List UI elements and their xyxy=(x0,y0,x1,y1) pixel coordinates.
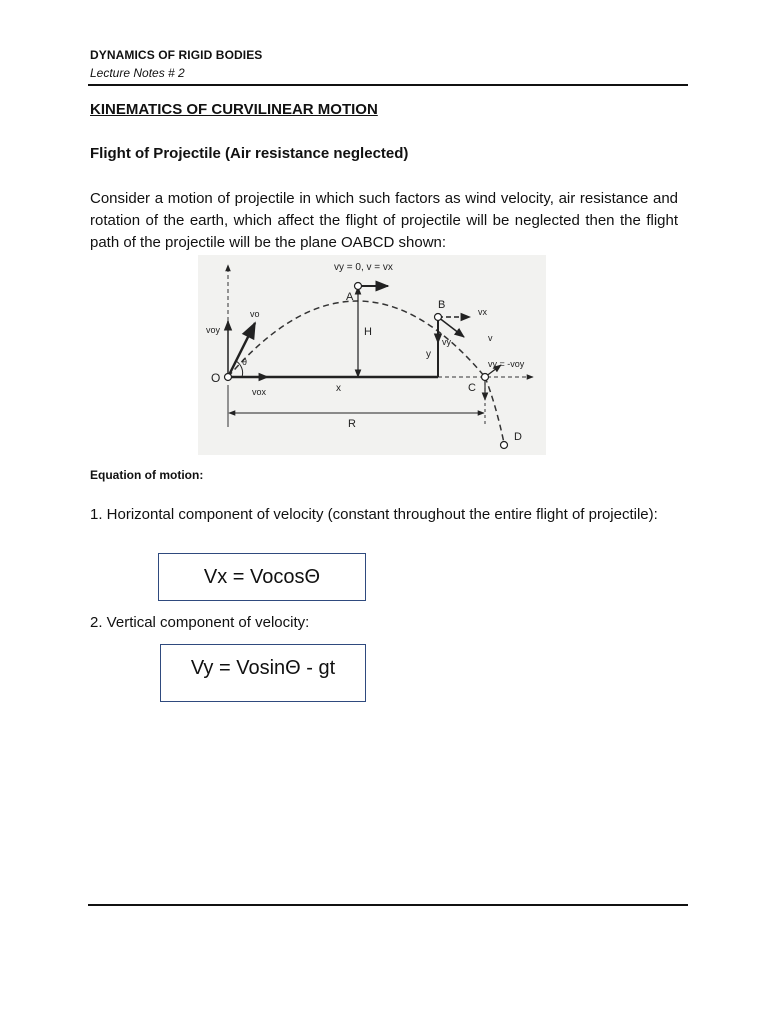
label-O: O xyxy=(211,371,221,385)
vo-vector xyxy=(228,323,255,377)
label-top: vy = 0, v = vx xyxy=(334,262,393,273)
point-O xyxy=(225,374,232,381)
subsection-title: Flight of Projectile (Air resistance neglected) xyxy=(90,145,409,162)
label-at-C: vy = -voy xyxy=(488,359,525,369)
header-divider xyxy=(88,84,688,86)
formula-box-vx xyxy=(158,553,366,601)
footer-divider xyxy=(88,904,688,906)
point-A xyxy=(355,283,362,290)
v-at-B-vector xyxy=(438,317,464,337)
point-D xyxy=(501,442,508,449)
label-vy-at-B: vy xyxy=(442,337,451,347)
label-A: A xyxy=(346,291,354,303)
label-R: R xyxy=(348,418,356,430)
formula-vy: Vy = VosinΘ - gt xyxy=(190,656,336,679)
item-vertical-velocity: 2. Vertical component of velocity: xyxy=(90,614,310,631)
label-x: x xyxy=(336,383,341,394)
label-vx-at-B: vx xyxy=(478,307,487,317)
label-voy: voy xyxy=(206,325,221,335)
item-horizontal-velocity: 1. Horizontal component of velocity (constant throughout the entire flight of projectile): xyxy=(90,506,658,523)
intro-paragraph: Consider a motion of projectile in which such factors as wind velocity, air resistance and rotation of the earth, which affect the flight of projectile will be neglected then the flight path of the projectile will be the plane OABCD shown: xyxy=(90,190,678,251)
label-C: C xyxy=(468,382,476,394)
header-course-title: DYNAMICS OF RIGID BODIES xyxy=(90,48,263,62)
formula-vx: Vx = VocosΘ xyxy=(203,565,321,588)
equation-heading: Equation of motion: xyxy=(90,468,204,482)
label-D: D xyxy=(514,431,522,443)
label-H: H xyxy=(364,326,372,338)
label-B: B xyxy=(438,299,446,311)
label-vox: vox xyxy=(252,387,267,397)
label-theta: θ xyxy=(242,357,248,367)
header-lecture-notes: Lecture Notes # 2 xyxy=(90,66,185,80)
section-title: KINEMATICS OF CURVILINEAR MOTION xyxy=(90,101,378,118)
trajectory-extension xyxy=(485,377,504,443)
point-B xyxy=(435,314,442,321)
label-v-at-B: v xyxy=(488,333,493,343)
projectile-diagram xyxy=(198,255,546,455)
label-vo: vo xyxy=(250,309,260,319)
label-y: y xyxy=(426,349,431,360)
point-C xyxy=(482,374,489,381)
formula-box-vy xyxy=(160,644,366,702)
